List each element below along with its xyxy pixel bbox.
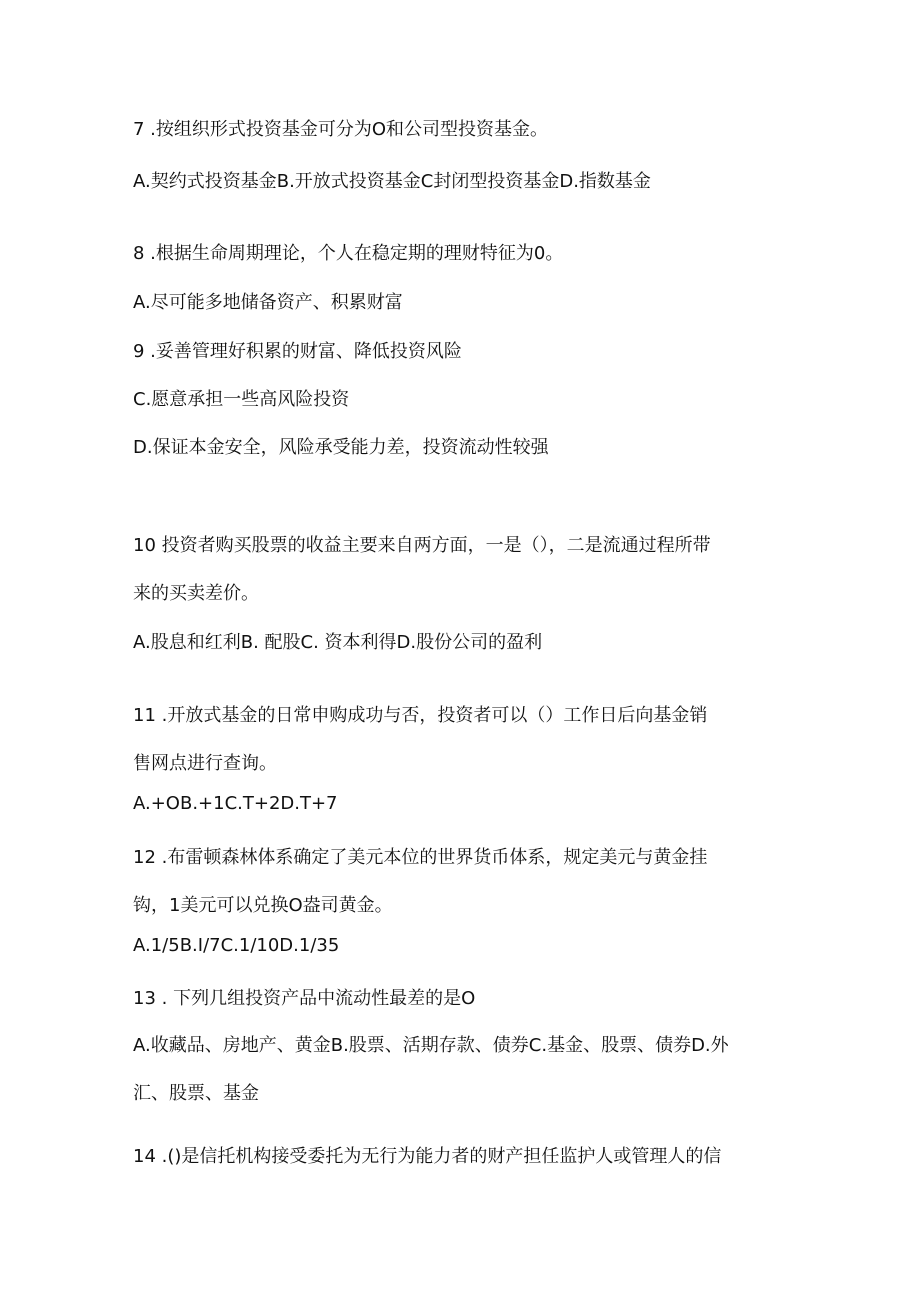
- question-7-stem: 7 .按组织形式投资基金可分为O和公司型投资基金。: [133, 119, 549, 140]
- question-14-stem: 14 .()是信托机构接受委托为无行为能力者的财产担任监护人或管理人的信: [133, 1146, 722, 1167]
- question-10-options: A.股息和红利B. 配股C. 资本利得D.股份公司的盈利: [133, 632, 543, 653]
- question-11-options: A.+OB.+1C.T+2D.T+7: [133, 793, 338, 814]
- question-11-stem-line1: 11 .开放式基金的日常申购成功与否，投资者可以（）工作日后向基金销: [133, 705, 708, 726]
- question-9-option-d: D.保证本金安全，风险承受能力差，投资流动性较强: [133, 437, 549, 458]
- question-12-stem-line2: 钩，1美元可以兑换O盎司黄金。: [133, 895, 393, 916]
- question-13-stem: 13 . 下列几组投资产品中流动性最差的是O: [133, 988, 476, 1009]
- question-10-stem-line1: 10 投资者购买股票的收益主要来自两方面，一是（），二是流通过程所带: [133, 535, 711, 556]
- question-12-stem-line1: 12 .布雷顿森林体系确定了美元本位的世界货币体系，规定美元与黄金挂: [133, 847, 708, 868]
- question-13-options-line1: A.收藏品、房地产、黄金B.股票、活期存款、债券C.基金、股票、债券D.外: [133, 1035, 729, 1056]
- question-8-stem: 8 .根据生命周期理论，个人在稳定期的理财特征为0。: [133, 243, 564, 264]
- question-8-option-a: A.尽可能多地储备资产、积累财富: [133, 292, 403, 313]
- question-11-stem-line2: 售网点进行查询。: [133, 753, 277, 774]
- question-9-option-c: C.愿意承担一些高风险投资: [133, 389, 350, 410]
- question-10-stem-line2: 来的买卖差价。: [133, 583, 259, 604]
- question-9-line: 9 .妥善管理好积累的财富、降低投资风险: [133, 341, 462, 362]
- question-13-options-line2: 汇、股票、基金: [133, 1083, 259, 1104]
- question-12-options: A.1/5B.I/7C.1/10D.1/35: [133, 935, 340, 956]
- question-7-options: A.契约式投资基金B.开放式投资基金C封闭型投资基金D.指数基金: [133, 171, 651, 192]
